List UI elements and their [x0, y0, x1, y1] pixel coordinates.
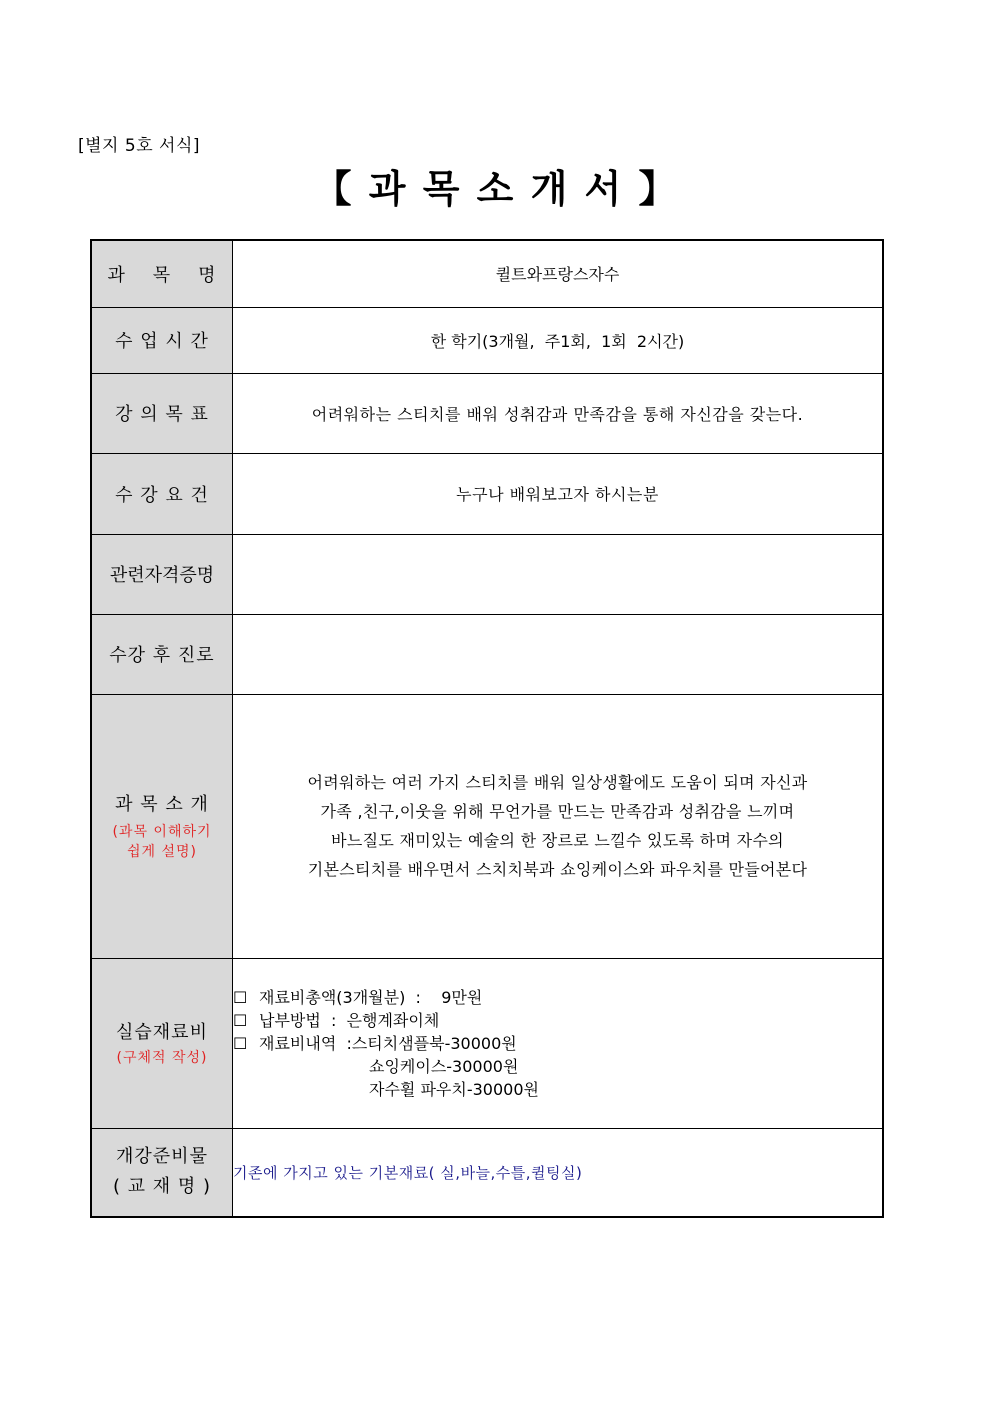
- preparation-label: 개강준비물: [116, 1146, 208, 1168]
- subject-name-label: 과 목 명: [91, 240, 233, 307]
- certificate-value: [233, 534, 884, 614]
- intro-line: 기본스티치를 배우면서 스치치북과 쇼잉케이스와 파우치를 만들어본다: [307, 860, 808, 879]
- materials-total-row: [233, 986, 882, 1009]
- materials-label: 실습재료비: [116, 1022, 208, 1043]
- intro-line: 바느질도 재미있는 예술의 한 장르로 느낄수 있도록 하며 자수의: [331, 831, 784, 850]
- career-label: 수강 후 진로: [91, 614, 233, 694]
- row-career: [91, 614, 883, 694]
- row-materials: [91, 958, 883, 1128]
- goal-label: 강 의 목 표: [91, 373, 233, 453]
- row-class-time: [91, 307, 883, 373]
- intro-note-line2: 쉽게 설명): [126, 844, 197, 860]
- materials-item: 쇼잉케이스-30000원: [369, 1056, 519, 1076]
- materials-detail-label: 재료비내역 :: [259, 1033, 352, 1053]
- row-certificate: [91, 534, 883, 614]
- textbook-label: ( 교 재 명 ): [112, 1176, 212, 1198]
- checkbox-icon: ☐: [233, 1033, 248, 1053]
- row-intro: [91, 694, 883, 958]
- materials-detail-row: [233, 1032, 882, 1055]
- materials-payment: 납부방법 : 은행계좌이체: [259, 1010, 440, 1030]
- course-info-table: [90, 239, 884, 1218]
- requirement-value: 누구나 배워보고자 하시는분: [233, 453, 884, 534]
- requirement-label: 수 강 요 건: [91, 453, 233, 534]
- row-goal: [91, 373, 883, 453]
- checkbox-icon: ☐: [233, 987, 248, 1007]
- career-value: [233, 614, 884, 694]
- class-time-label: 수 업 시 간: [91, 307, 233, 373]
- row-subject-name: [91, 240, 883, 307]
- intro-line: 어려워하는 여러 가지 스티치를 배워 일상생활에도 도움이 되며 자신과: [307, 773, 808, 792]
- preparation-label-cell: [91, 1128, 233, 1217]
- certificate-label: 관련자격증명: [91, 534, 233, 614]
- materials-label-cell: [91, 958, 233, 1128]
- preparation-value: 기존에 가지고 있는 기본재료( 실,바늘,수틀,퀼팅실): [233, 1128, 884, 1217]
- materials-payment-row: [233, 1009, 882, 1032]
- intro-line: 가족 ,친구,이웃을 위해 무언가를 만드는 만족감과 성취감을 느끼며: [320, 802, 795, 821]
- row-requirement: [91, 453, 883, 534]
- row-preparation: [91, 1128, 883, 1217]
- goal-value: 어려워하는 스티치를 배워 성취감과 만족감을 통해 자신감을 갖는다.: [233, 373, 884, 453]
- materials-item: 스티치샘플북-30000원: [351, 1033, 517, 1053]
- class-time-value: 한 학기(3개월, 주1회, 1회 2시간): [233, 307, 884, 373]
- materials-total: 재료비총액(3개월분) : 9만원: [259, 987, 483, 1007]
- checkbox-icon: ☐: [233, 1010, 248, 1030]
- materials-note: (구체적 작성): [116, 1050, 208, 1066]
- intro-note-line1: (과목 이해하기: [112, 824, 212, 840]
- materials-item: 자수휠 파우치-30000원: [369, 1079, 539, 1099]
- intro-value: [233, 694, 884, 958]
- document-title: 【 과 목 소 개 서 】: [313, 167, 679, 211]
- intro-label-cell: [91, 694, 233, 958]
- materials-value: [233, 958, 884, 1128]
- form-label: [별지 5호 서식]: [78, 136, 200, 156]
- subject-name-value: 퀼트와프랑스자수: [233, 240, 884, 307]
- intro-label: 과 목 소 개: [115, 794, 209, 815]
